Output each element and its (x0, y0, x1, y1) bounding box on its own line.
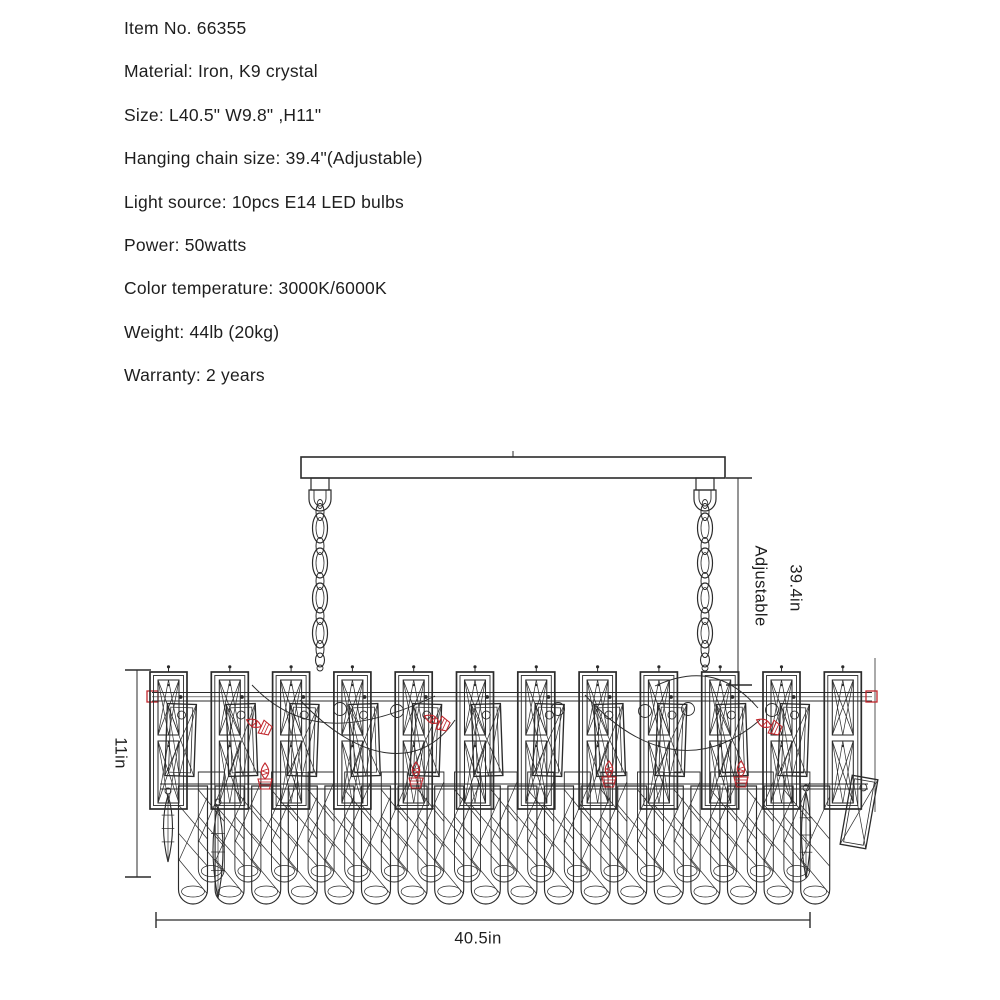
chain-adjustable-label: Adjustable (751, 545, 770, 627)
chandelier-body (147, 666, 878, 904)
ceiling-bar (301, 451, 725, 478)
hanging-chain-left (309, 478, 331, 671)
spec-weight: Weight: 44lb (20kg) (124, 321, 280, 342)
hanging-chain-right (694, 478, 716, 671)
spec-item-no: Item No. 66355 (124, 18, 247, 38)
spec-color-temperature: Color temperature: 3000K/6000K (124, 278, 387, 299)
wiring (252, 676, 779, 754)
support-rod (147, 691, 877, 702)
chain-length-label: 39.4in (786, 564, 805, 612)
spec-warranty: Warranty: 2 years (124, 365, 265, 386)
spec-hanging-chain: Hanging chain size: 39.4"(Adjustable) (124, 148, 423, 169)
spec-size: Size: L40.5" W9.8" ,H11" (124, 104, 322, 125)
fixture-length-label: 40.5in (454, 929, 502, 948)
spec-material: Material: Iron, K9 crystal (124, 61, 318, 82)
spec-light-source: Light source: 10pcs E14 LED bulbs (124, 191, 404, 212)
fixture-height-label: 11in (111, 737, 130, 769)
spec-power: Power: 50watts (124, 235, 247, 256)
